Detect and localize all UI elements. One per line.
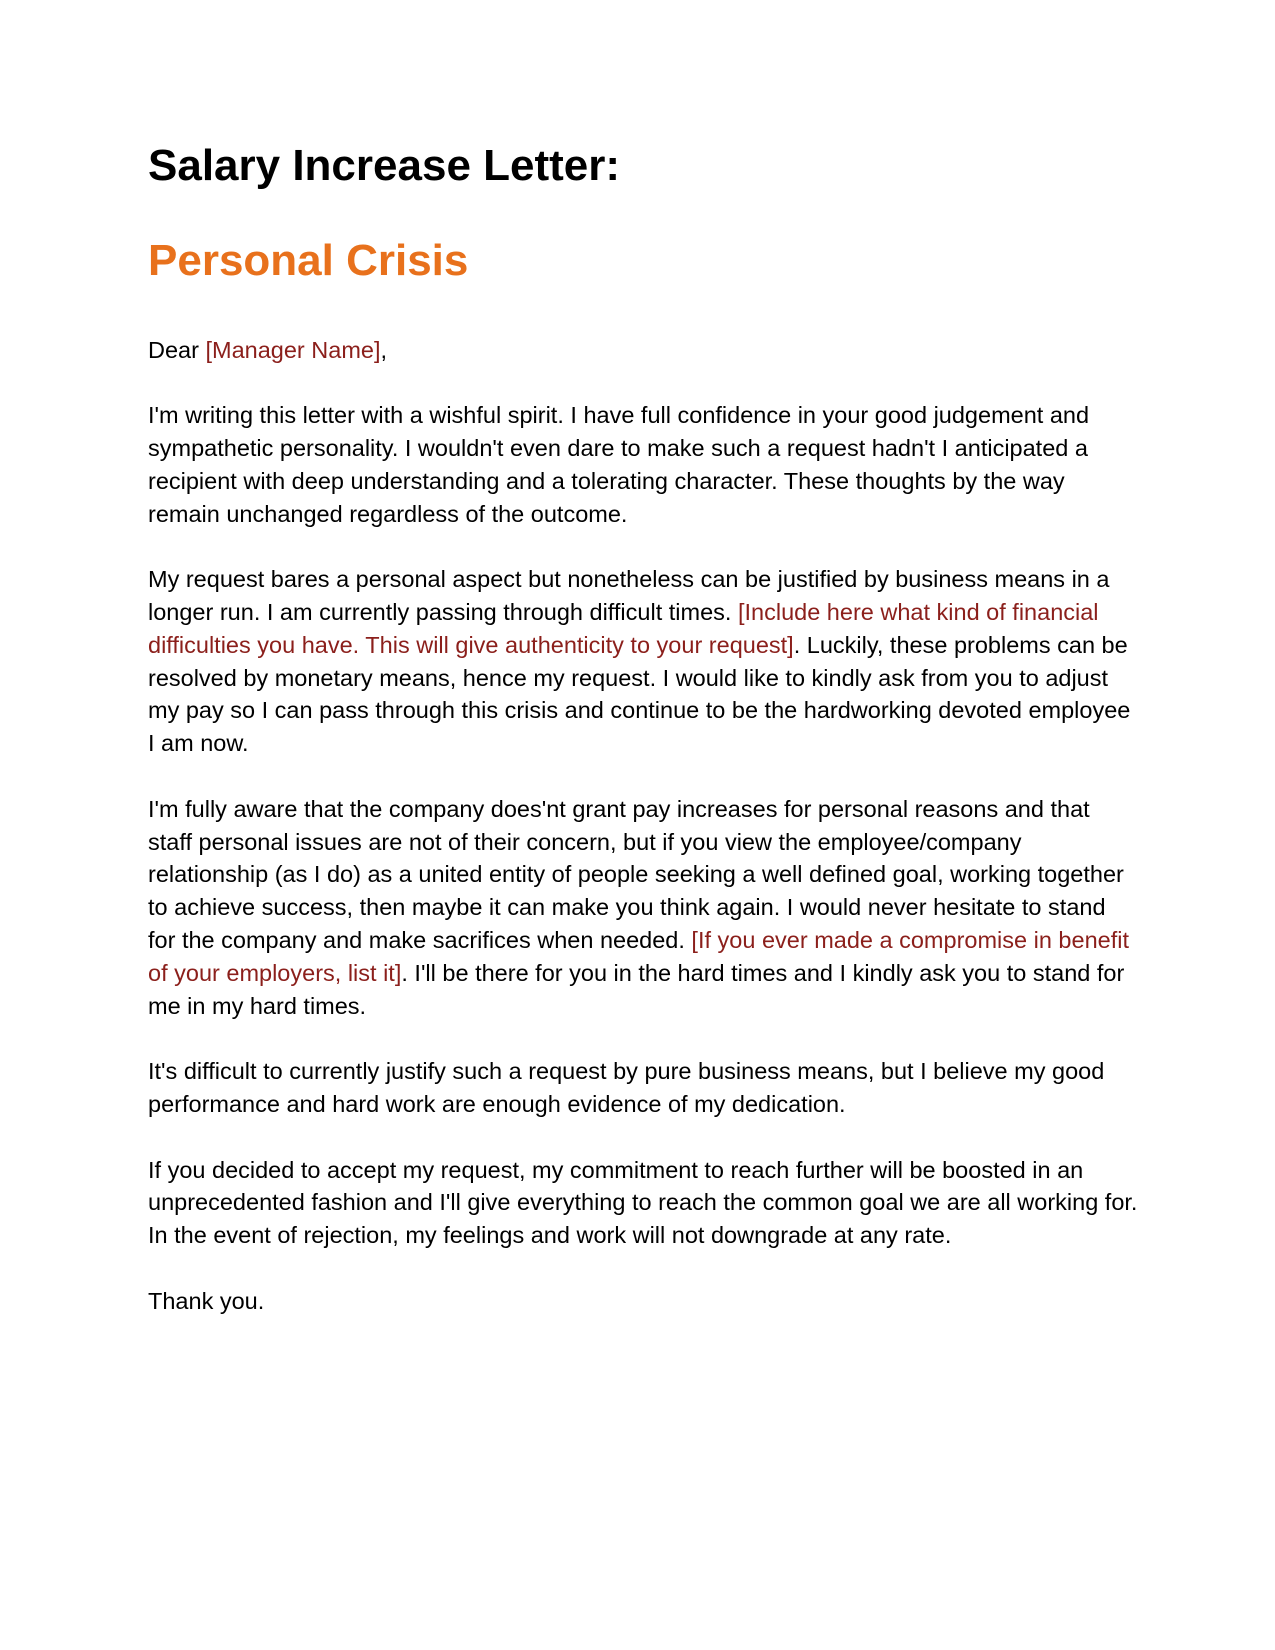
- salutation-prefix: Dear: [148, 336, 206, 363]
- closing: Thank you.: [148, 1287, 265, 1314]
- paragraph-2-text-after: . Luckily, these problems can be resolved by monetary means, hence my request. I would like to kindly ask from you to adjust my pay so I can pass through this crisis and continue to be the hardworking devoted employee I am now.: [148, 631, 1131, 757]
- paragraph-3-text-after: . I'll be there for you in the hard times and I kindly ask you to stand for me in my hard times.: [148, 959, 1125, 1019]
- paragraph-3: [148, 793, 1138, 1023]
- paragraph-3-text-before: I'm fully aware that the company does'nt grant pay increases for personal reasons and that staff personal issues are not of their concern, but if you view the employee/company relationship (as I do) as a united entity of people seeking a well defined goal, working together to achieve success, then maybe it can make you think again. I would never hesitate to stand for the company and make sacrifices when needed.: [148, 795, 1124, 953]
- paragraph-2: [148, 563, 1138, 760]
- salutation-suffix: ,: [380, 336, 388, 363]
- letter-page: [148, 140, 1138, 1318]
- paragraph-4: It's difficult to currently justify such a request by pure business means, but I believe my good performance and hard work are enough evidence of my dedication.: [148, 1058, 1105, 1117]
- letter-subtitle: Personal Crisis: [148, 235, 469, 285]
- paragraph-5: If you decided to accept my request, my commitment to reach further will be boosted in an unprecedented fashion and I'll give everything to reach the common goal we are all working for. In the event of rejection, my feelings and work will not downgrade at any rate.: [148, 1156, 1138, 1249]
- compromise-placeholder: [If you ever made a compromise in benefit of your employers, list it]: [148, 926, 1129, 986]
- financial-difficulties-placeholder: [Include here what kind of financial difficulties you have. This will give authenticity to your request]: [148, 598, 1099, 658]
- salutation: [148, 334, 1138, 367]
- paragraph-2-text-before: My request bares a personal aspect but nonetheless can be justified by business means in a longer run. I am currently passing through difficult times.: [148, 566, 1110, 625]
- paragraph-1: I'm writing this letter with a wishful spirit. I have full confidence in your good judgement and sympathetic personality. I wouldn't even dare to make such a request hadn't I anticipated a recipient with deep understanding and a tolerating character. These thoughts by the way remain unchanged regardless of the outcome.: [148, 402, 1090, 527]
- letter-title: Salary Increase Letter:: [148, 141, 621, 190]
- manager-name-placeholder: [Manager Name]: [205, 336, 381, 363]
